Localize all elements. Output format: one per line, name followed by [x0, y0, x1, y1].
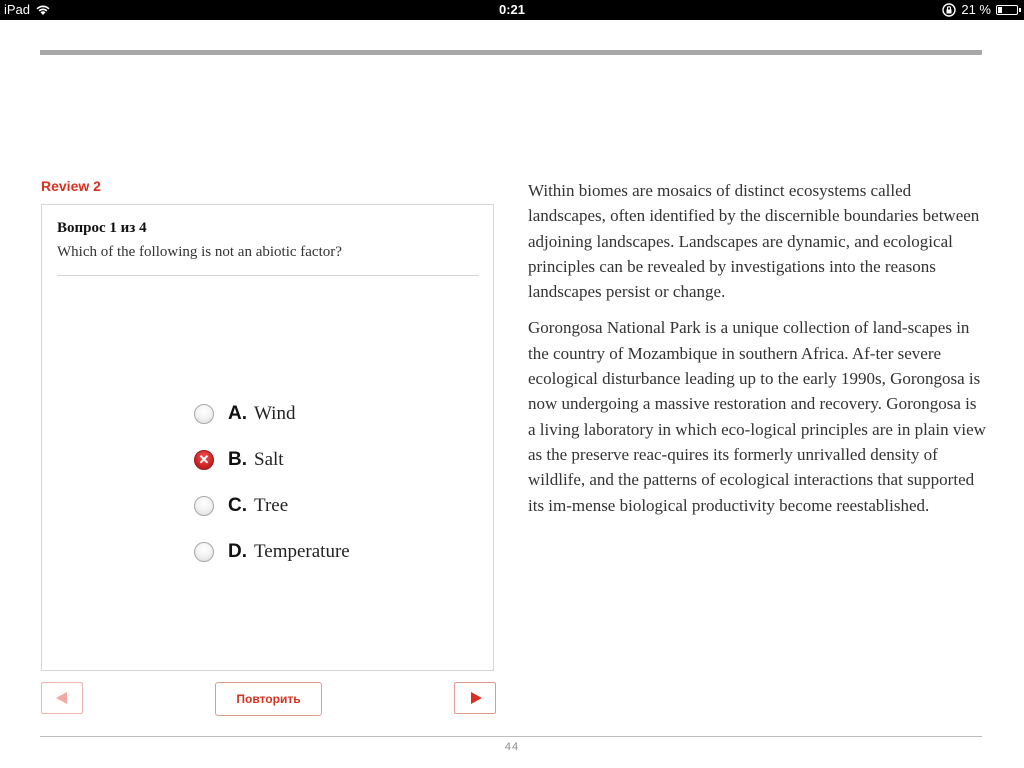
- rotation-lock-icon: [942, 3, 956, 17]
- quiz-panel: [41, 204, 494, 671]
- battery-fill: [998, 7, 1002, 13]
- previous-question-button[interactable]: [41, 682, 83, 714]
- option-text: Temperature: [254, 541, 350, 562]
- option-text: Salt: [254, 449, 284, 470]
- option-c[interactable]: [194, 483, 350, 529]
- option-text: Tree: [254, 495, 289, 516]
- option-b[interactable]: [194, 437, 350, 483]
- device-name: iPad: [4, 2, 31, 17]
- body-text: [528, 178, 986, 529]
- radio-icon[interactable]: [194, 496, 214, 516]
- paragraph: Gorongosa National Park is a unique collection of land-scapes in the country of Mozambique in southern Africa. Af-ter severe ecological disturbance leading up to the early 1990s, Gorongosa is now undergoing a massive restoration and recovery. Gorongosa is a living laboratory in which eco-logical principles are in plain view as the preserve reac-quires its formerly unrivalled density of wildlife, and the patterns of ecological interactions that supported its im-mense biological productivity become reestablished.: [528, 318, 986, 515]
- next-question-button[interactable]: [454, 682, 496, 714]
- question-counter: Вопрос 1 из 4: [57, 220, 147, 236]
- radio-icon[interactable]: [194, 404, 214, 424]
- option-a[interactable]: [194, 391, 350, 437]
- review-title: Review 2: [41, 178, 101, 194]
- option-d[interactable]: [194, 529, 350, 575]
- status-bar: [0, 0, 1024, 20]
- arrow-left-icon: [56, 692, 67, 704]
- footer-rule: [40, 736, 982, 737]
- arrow-right-icon: [471, 692, 482, 704]
- page-number: 44: [504, 741, 520, 753]
- option-letter: B.: [228, 449, 247, 470]
- option-text: Wind: [254, 403, 296, 424]
- battery-percent: 21 %: [961, 2, 991, 17]
- book-page: [0, 20, 1024, 768]
- paragraph: Within biomes are mosaics of distinct ecosystems called landscapes, often identified by the discernible boundaries between adjoining landscapes. Landscapes are dynamic, and ecological principles can be revealed by investigations into the reasons landscapes persist or change.: [528, 181, 980, 302]
- retry-button[interactable]: Повторить: [215, 682, 322, 716]
- option-letter: C.: [228, 495, 247, 516]
- status-time: 0:21: [498, 2, 526, 17]
- option-letter: A.: [228, 403, 247, 424]
- answer-options: [194, 391, 350, 575]
- radio-icon[interactable]: [194, 542, 214, 562]
- question-divider: [57, 275, 479, 276]
- battery-icon: [996, 5, 1018, 15]
- question-text: Which of the following is not an abiotic factor?: [57, 244, 342, 260]
- wrong-answer-icon[interactable]: ✕: [194, 450, 214, 470]
- option-letter: D.: [228, 541, 247, 562]
- top-rule: [40, 50, 982, 55]
